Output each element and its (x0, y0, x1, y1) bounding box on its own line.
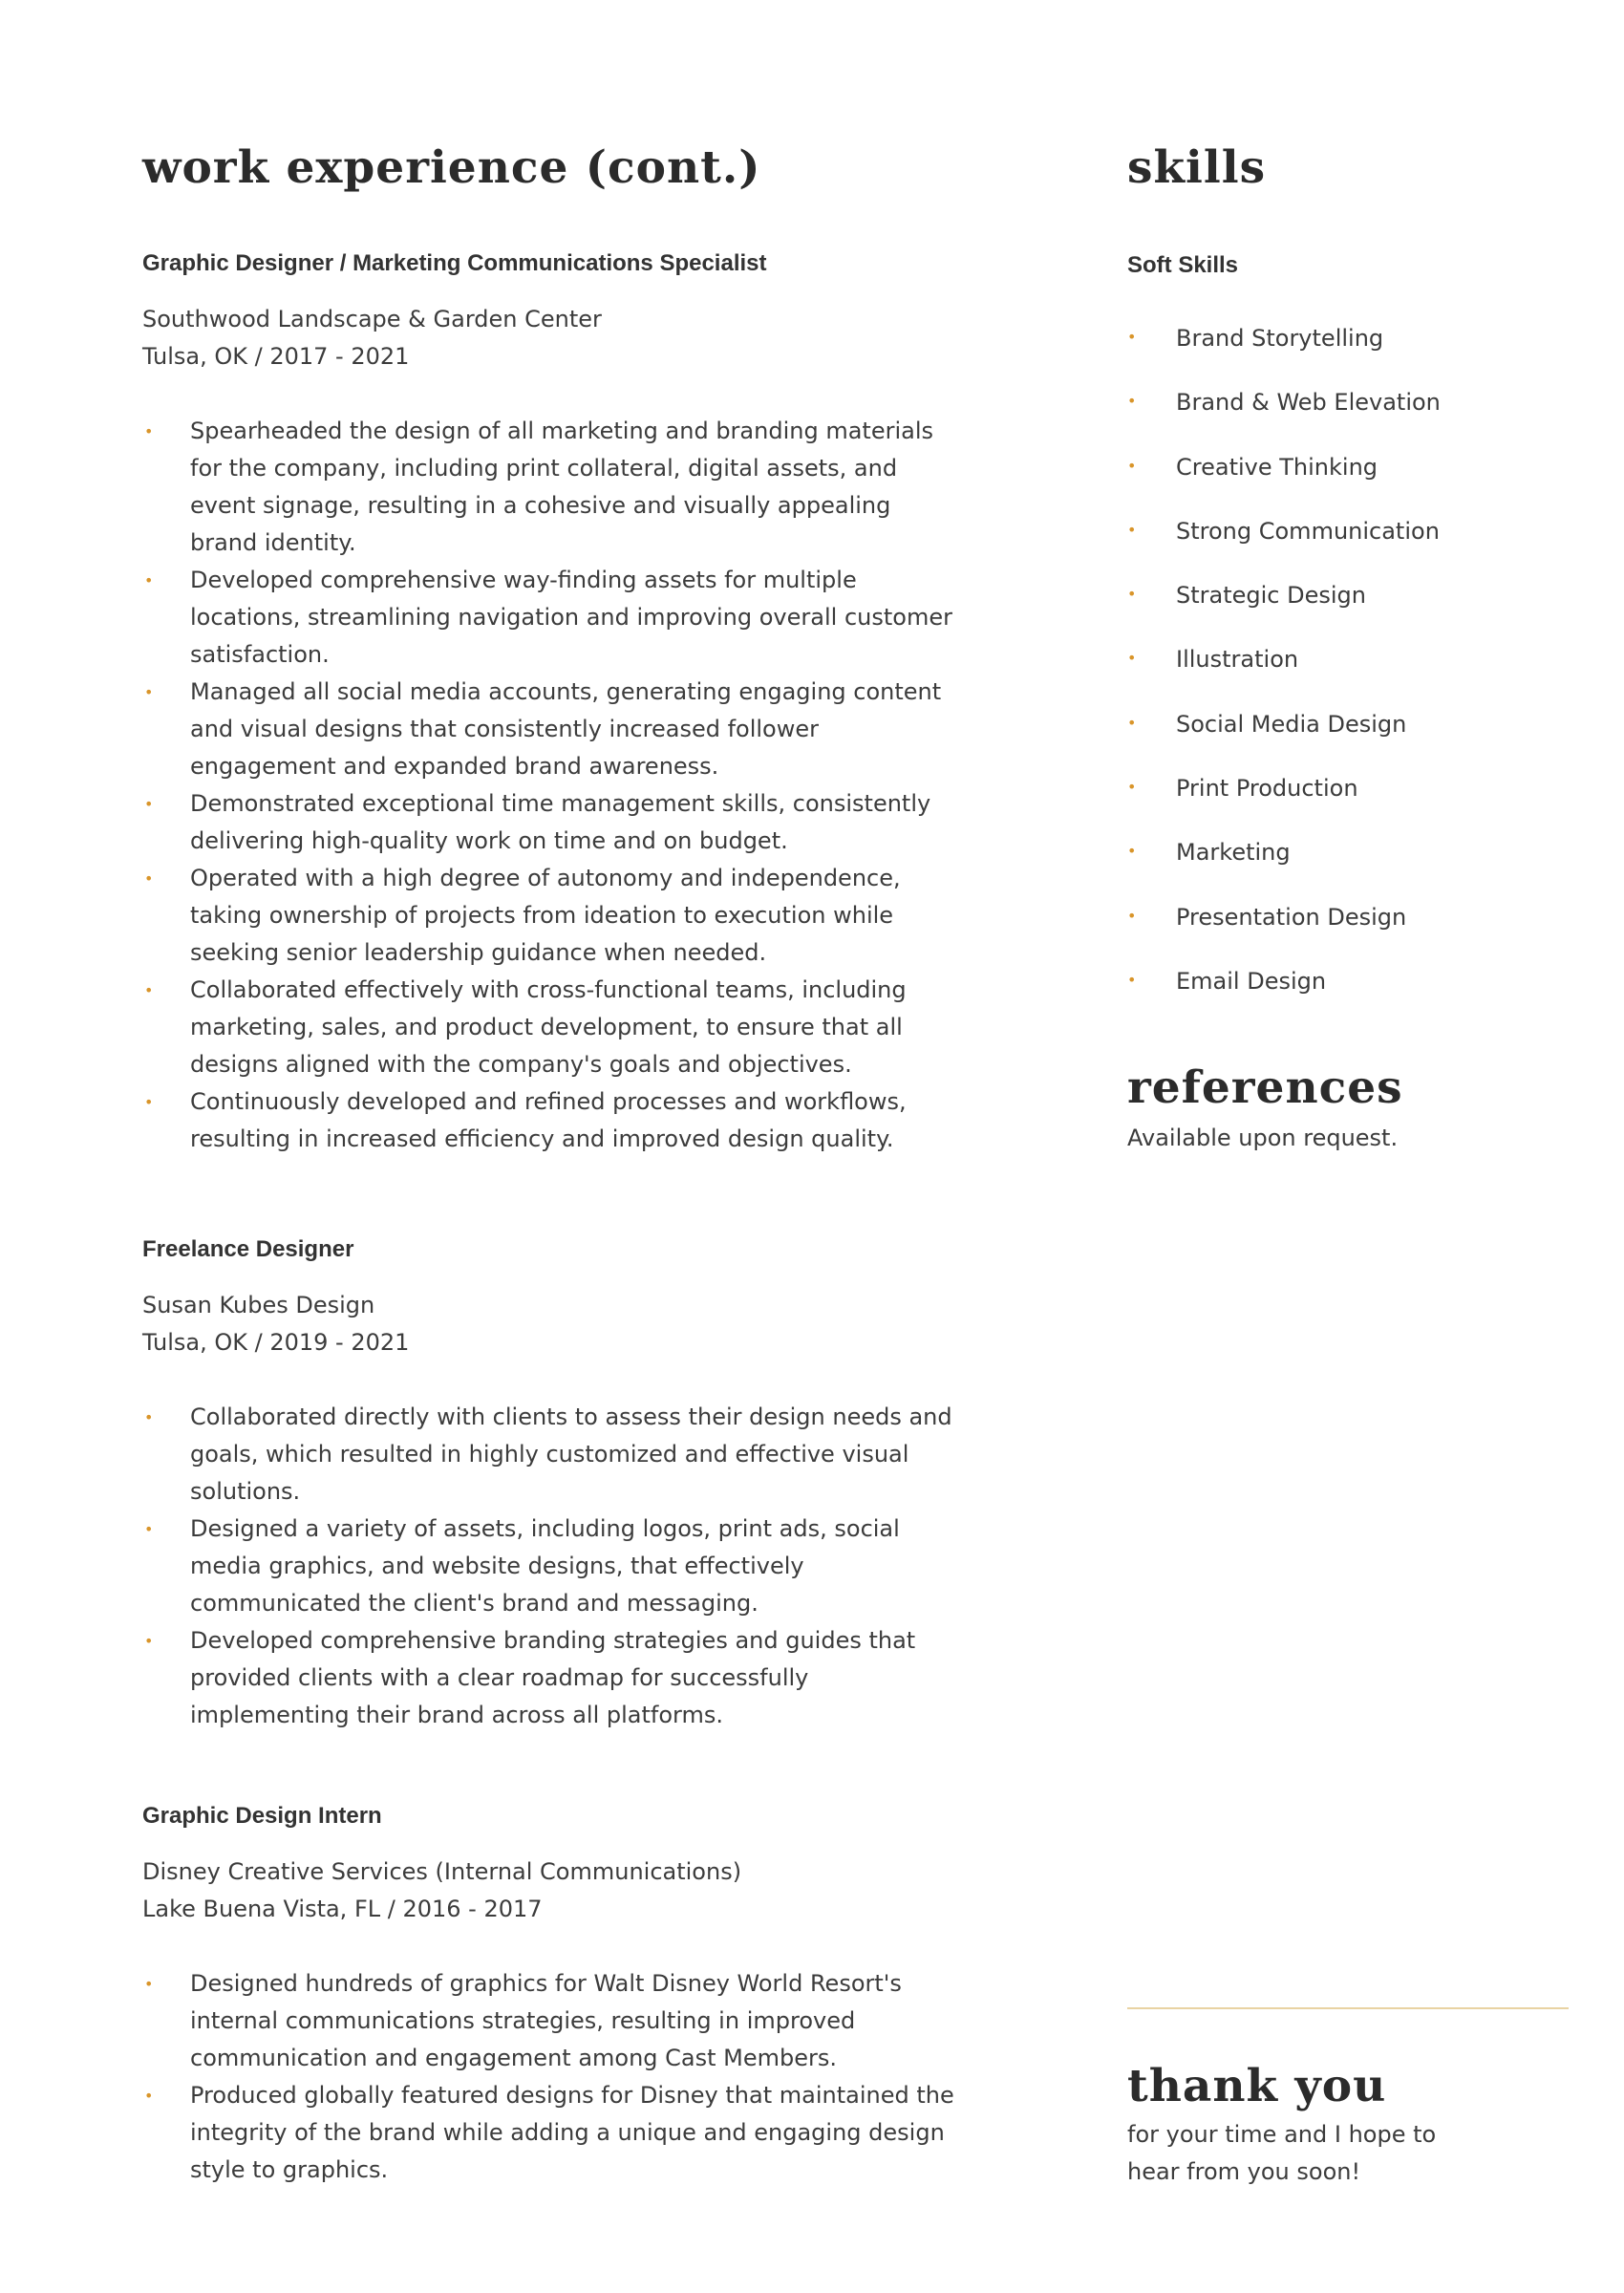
list-item (142, 1399, 964, 1511)
bullet-dot-icon: • (1127, 906, 1137, 925)
references-text: Available upon request. (1127, 1125, 1399, 1151)
bullet-dot-icon: • (144, 683, 154, 701)
list-item (1127, 453, 1576, 520)
job-title: Graphic Designer / Marketing Communications Specialist (142, 250, 767, 276)
job-location-dates: Tulsa, OK / 2019 - 2021 (142, 1329, 410, 1356)
list-item (1127, 327, 1576, 391)
bullet-dot-icon: • (144, 795, 154, 813)
bullet-dot-icon: • (1127, 456, 1137, 475)
job-title: Freelance Designer (142, 1236, 354, 1262)
skill-label: Strong Communication (1176, 517, 1440, 545)
references-heading: references (1127, 1061, 1403, 1114)
skills-heading: skills (1127, 141, 1267, 194)
list-item (142, 2077, 964, 2189)
job-bullet-list (142, 413, 964, 1158)
thank-you-line: hear from you soon! (1127, 2158, 1361, 2185)
bullet-text: Designed a variety of assets, including logos, print ads, social media graphics, and website designs, that effectively communicated the client's brand and messaging. (190, 1515, 900, 1617)
list-item (142, 785, 964, 860)
job-entry (142, 1803, 964, 2189)
list-item (142, 860, 964, 972)
list-item (142, 1083, 964, 1158)
bullet-text: Produced globally featured designs for Disney that maintained the integrity of the brand while adding a unique and engaging design style to graphics. (190, 2082, 954, 2183)
list-item (1127, 777, 1576, 841)
bullet-dot-icon: • (144, 422, 154, 440)
skill-label: Brand & Web Elevation (1176, 389, 1441, 417)
skills-list (1127, 327, 1576, 1034)
job-bullet-list (142, 1965, 964, 2189)
bullet-dot-icon: • (144, 571, 154, 589)
skill-label: Illustration (1176, 646, 1299, 674)
bullet-dot-icon: • (144, 1520, 154, 1538)
thank-you-line: for your time and I hope to (1127, 2121, 1437, 2148)
bullet-text: Developed comprehensive branding strategies and guides that provided clients with a clear roadmap for successfully implementing their brand across all platforms. (190, 1627, 916, 1728)
bullet-dot-icon: • (144, 2087, 154, 2105)
skill-label: Presentation Design (1176, 903, 1407, 931)
job-company: Susan Kubes Design (142, 1292, 375, 1318)
list-item (1127, 648, 1576, 712)
skill-label: Print Production (1176, 775, 1358, 803)
work-experience-heading: work experience (cont.) (142, 141, 761, 194)
bullet-text: Managed all social media accounts, generating engaging content and visual designs that consistently increased follower engagement and expanded brand awareness. (190, 678, 942, 780)
list-item (142, 674, 964, 785)
list-item (142, 972, 964, 1083)
bullet-dot-icon: • (144, 981, 154, 999)
bullet-text: Collaborated effectively with cross-functional teams, including marketing, sales, and product development, to ensure that all designs aligned with the company's goals and objectives. (190, 976, 907, 1078)
job-title: Graphic Design Intern (142, 1803, 382, 1829)
bullet-dot-icon: • (1127, 392, 1137, 411)
job-location-dates: Tulsa, OK / 2017 - 2021 (142, 343, 410, 370)
bullet-dot-icon: • (1127, 649, 1137, 668)
job-bullet-list (142, 1399, 964, 1734)
job-company: Disney Creative Services (Internal Communications) (142, 1858, 742, 1885)
bullet-text: Operated with a high degree of autonomy and independence, taking ownership of projects from ideation to execution while seeking senior leadership guidance when needed. (190, 865, 901, 966)
thank-you-heading: thank you (1127, 2060, 1387, 2112)
skill-label: Social Media Design (1176, 710, 1407, 738)
bullet-text: Designed hundreds of graphics for Walt Disney World Resort's internal communications strategies, resulting in improved communication and engagement among Cast Members. (190, 1970, 902, 2071)
list-item (1127, 517, 1576, 584)
bullet-text: Developed comprehensive way-finding assets for multiple locations, streamlining navigation and improving overall customer satisfaction. (190, 567, 952, 668)
bullet-text: Spearheaded the design of all marketing and branding materials for the company, including print collateral, digital assets, and event signage, resulting in a cohesive and visually appealing brand identity. (190, 418, 933, 556)
list-item (142, 1622, 964, 1734)
list-item (142, 413, 964, 562)
bullet-dot-icon: • (1127, 328, 1137, 346)
bullet-dot-icon: • (1127, 585, 1137, 604)
list-item (1127, 391, 1576, 455)
list-item (1127, 967, 1576, 1034)
list-item (1127, 841, 1576, 905)
skill-label: Marketing (1176, 839, 1291, 867)
list-item (1127, 710, 1576, 777)
skill-label: Creative Thinking (1176, 453, 1378, 481)
bullet-text: Collaborated directly with clients to assess their design needs and goals, which resulted in highly customized and effective visual solutions. (190, 1404, 952, 1505)
list-item (1127, 584, 1576, 648)
bullet-dot-icon: • (144, 1408, 154, 1426)
job-location-dates: Lake Buena Vista, FL / 2016 - 2017 (142, 1896, 543, 1922)
list-item (142, 1965, 964, 2077)
divider (1127, 2007, 1569, 2009)
soft-skills-subheading: Soft Skills (1127, 252, 1239, 278)
bullet-text: Continuously developed and refined processes and workflows, resulting in increased efficiency and improved design quality. (190, 1088, 907, 1152)
bullet-text: Demonstrated exceptional time management skills, consistently delivering high-quality work on time and on budget. (190, 790, 931, 854)
skill-label: Brand Storytelling (1176, 325, 1384, 352)
bullet-dot-icon: • (1127, 778, 1137, 797)
bullet-dot-icon: • (144, 1632, 154, 1650)
job-entry (142, 250, 964, 1158)
bullet-dot-icon: • (144, 1975, 154, 1993)
list-item (1127, 903, 1576, 970)
list-item (142, 1511, 964, 1622)
job-company: Southwood Landscape & Garden Center (142, 306, 602, 332)
bullet-dot-icon: • (1127, 970, 1137, 989)
bullet-dot-icon: • (144, 1093, 154, 1111)
bullet-dot-icon: • (1127, 842, 1137, 861)
bullet-dot-icon: • (1127, 520, 1137, 539)
bullet-dot-icon: • (1127, 713, 1137, 732)
list-item (142, 562, 964, 674)
skill-label: Strategic Design (1176, 582, 1366, 610)
bullet-dot-icon: • (144, 869, 154, 888)
skill-label: Email Design (1176, 967, 1327, 995)
job-entry (142, 1236, 964, 1734)
